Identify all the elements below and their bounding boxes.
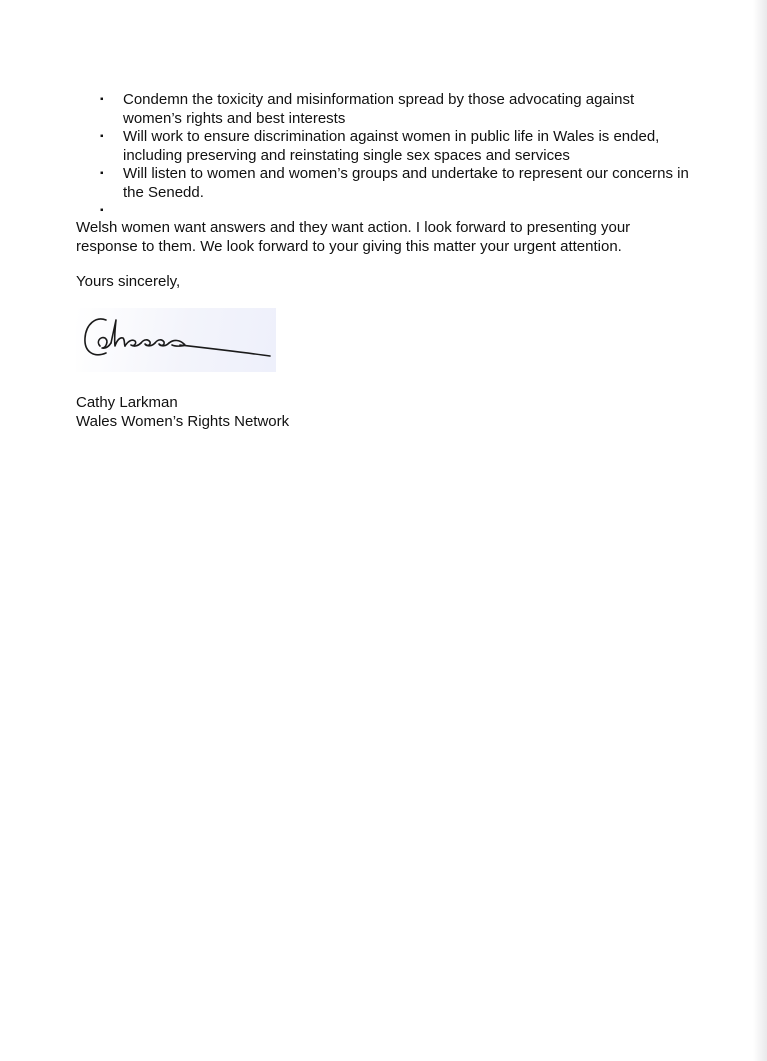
bullet-marker-icon: ▪ <box>100 205 104 216</box>
salutation: Yours sincerely, <box>76 273 181 290</box>
bullet-item <box>96 128 696 165</box>
signer-name: Cathy Larkman <box>76 394 178 411</box>
bullet-marker-icon: ▪ <box>100 168 104 179</box>
signature-image <box>76 308 276 372</box>
closing-paragraph: Welsh women want answers and they want action. I look forward to presenting your response to them. We look forward to your giving this matter your urgent attention. <box>76 219 631 255</box>
bullet-item <box>96 165 696 202</box>
handwritten-signature-icon <box>76 308 276 372</box>
bullet-text: Will work to ensure discrimination against women in public life in Wales is ended, including preserving and reinstating single sex spaces and services <box>123 128 660 164</box>
bullet-text: Will listen to women and women’s groups and undertake to represent our concerns in the Senedd. <box>123 165 689 201</box>
bullet-item-empty <box>96 202 696 221</box>
page-edge-shadow <box>753 0 767 1061</box>
bullet-marker-icon: ▪ <box>100 131 104 142</box>
signer-block <box>76 394 289 431</box>
bullet-item <box>96 91 696 128</box>
bullet-text: Condemn the toxicity and misinformation spread by those advocating against women’s rights and best interests <box>123 91 635 127</box>
bullet-list <box>96 91 696 221</box>
signer-organization: Wales Women’s Rights Network <box>76 412 290 430</box>
bullet-marker-icon: ▪ <box>100 94 104 105</box>
